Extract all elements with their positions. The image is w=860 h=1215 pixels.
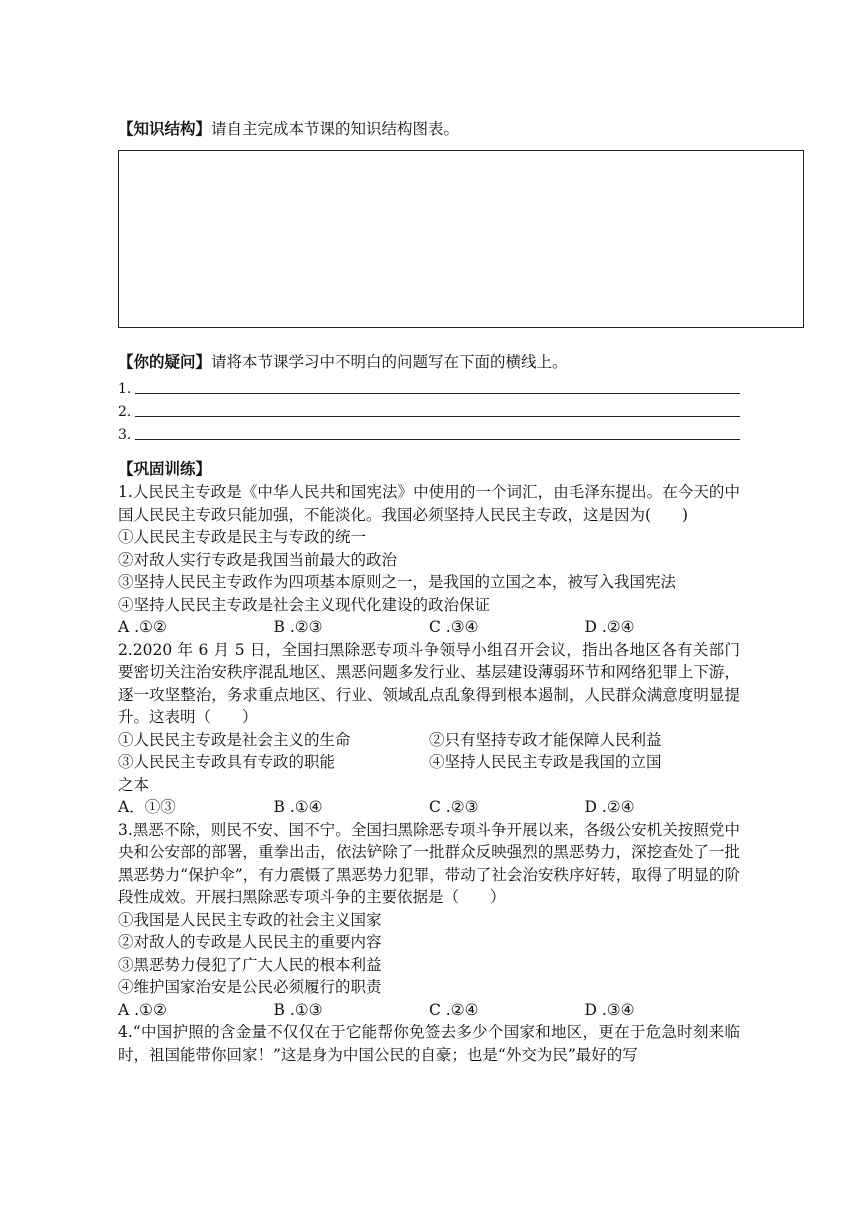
worksheet-page	[118, 117, 740, 1066]
q3-options	[118, 999, 740, 1022]
q3-item: ④维护国家治安是公民必须履行的职责	[118, 978, 382, 996]
knowledge-structure-title: 【知识结构】	[118, 119, 212, 138]
q3-stem: 3.黑恶不除，则民不安、国不宁。全国扫黑除恶专项斗争开展以来，各级公安机关按照党中央和公安部的部署，重拳出击，依法铲除了一批群众反映强烈的黑恶势力，深挖查处了一批黑恶势力“保护伞”，有力震慑了黑恶势力犯罪，带动了社会治安秩序好转，取得了明显的阶段性成效。开展扫黑除恶专项斗争的主要依据是（ ）	[118, 820, 740, 906]
your-questions-instruction: 请将本节课学习中不明白的问题写在下面的横线上。	[211, 353, 568, 371]
q1-option-d[interactable]: D .②④	[584, 618, 635, 636]
q1-item: ①人民民主专政是民主与专政的统一	[118, 528, 367, 546]
q3-option-c[interactable]: C .②④	[429, 1000, 479, 1019]
q4-stem: 4.“中国护照的含金量不仅仅在于它能帮你免签去多少个国家和地区，更在于危急时刻来临时，祖国能带你回家！”这是身为中国公民的自豪；也是“外交为民”最好的写	[118, 1023, 740, 1064]
q2-stem: 2.2020 年 6 月 5 日，全国扫黑除恶专项斗争领导小组召开会议，指出各地区各有关部门要密切关注治安秩序混乱地区、黑恶问题多发行业、基层建设薄弱环节和网络犯罪上下游，逐一攻坚整治，务求重点地区、行业、领域乱点乱象得到根本遏制，人民群众满意度明显提升。这表明（ ）	[118, 640, 740, 726]
knowledge-structure-heading	[118, 117, 740, 141]
q2-item: ④坚持人民民主专政是我国的立国	[429, 753, 662, 771]
answer-blank[interactable]	[135, 378, 740, 394]
question-line-3[interactable]	[118, 420, 740, 443]
q1-item: ③坚持人民民主专政作为四项基本原则之一，是我国的立国之本，被写入我国宪法	[118, 573, 677, 591]
answer-blank[interactable]	[135, 424, 740, 440]
q2-item-tail: 之本	[118, 775, 150, 794]
q2-items-row1	[118, 729, 740, 752]
question-line-number: 1.	[118, 381, 132, 397]
q2-item: ②只有坚持专政才能保障人民利益	[429, 730, 662, 749]
q3-option-d[interactable]: D .③④	[584, 1000, 635, 1019]
question-line-1[interactable]	[118, 374, 740, 397]
q2-option-d[interactable]: D .②④	[584, 798, 635, 816]
q3-item: ③黑恶势力侵犯了广大人民的根本利益	[118, 955, 382, 974]
practice-heading	[118, 457, 740, 481]
your-questions-heading	[118, 350, 740, 374]
question-line-2[interactable]	[118, 397, 740, 420]
q2-items-row2	[118, 751, 740, 774]
knowledge-structure-instruction: 请自主完成本节课的知识结构图表。	[211, 120, 460, 138]
q2-option-b[interactable]: B .①④	[273, 798, 323, 816]
q3-option-a[interactable]: A .①②	[118, 1000, 167, 1019]
practice-title: 【巩固训练】	[118, 459, 212, 478]
question-line-number: 2.	[118, 404, 132, 420]
your-questions-title: 【你的疑问】	[118, 352, 212, 371]
q3-option-b[interactable]: B .①③	[273, 1000, 323, 1019]
q2-options	[118, 796, 740, 819]
q1-stem: 1.人民民主专政是《中华人民共和国宪法》中使用的一个词汇，由毛泽东提出。在今天的中国人民民主专政只能加强，不能淡化。我国必须坚持人民民主专政，这是因为( )	[118, 483, 740, 524]
q3-item: ①我国是人民民主专政的社会主义国家	[118, 910, 382, 929]
q1-option-c[interactable]: C .③④	[429, 618, 479, 636]
q1-item: ④坚持人民民主专政是社会主义现代化建设的政治保证	[118, 595, 491, 614]
q2-option-c[interactable]: C .②③	[429, 798, 479, 816]
knowledge-structure-box[interactable]	[118, 150, 804, 328]
q3-item: ②对敌人的专政是人民民主的重要内容	[118, 933, 382, 951]
q2-option-a[interactable]: A．①③	[118, 798, 176, 816]
answer-blank[interactable]	[135, 401, 740, 417]
question-line-number: 3.	[118, 427, 132, 443]
q1-item: ②对敌人实行专政是我国当前最大的政治	[118, 550, 398, 569]
q2-item: ③人民民主专政具有专政的职能	[118, 753, 336, 771]
q1-option-b[interactable]: B .②③	[273, 618, 323, 636]
q2-item: ①人民民主专政是社会主义的生命	[118, 730, 351, 749]
q1-option-a[interactable]: A .①②	[118, 618, 167, 636]
q1-options	[118, 616, 740, 639]
